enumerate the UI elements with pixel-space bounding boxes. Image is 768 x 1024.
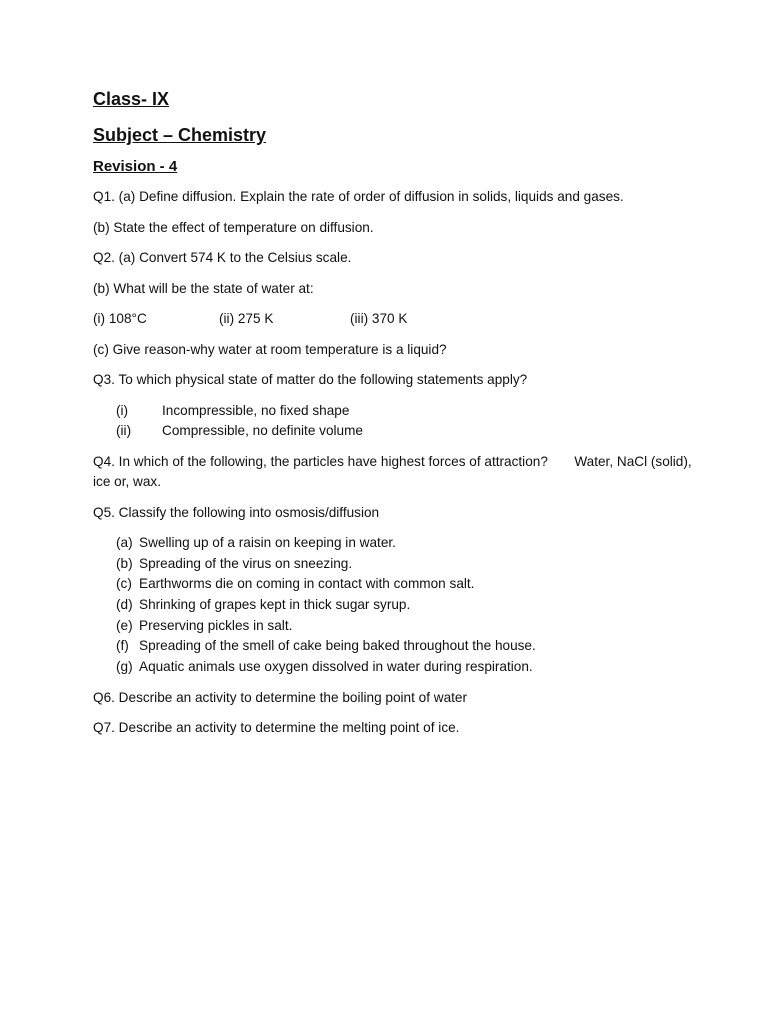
question-5-list (93, 533, 693, 677)
question-2a: Q2. (a) Convert 574 K to the Celsius scale. (93, 250, 352, 265)
question-4: Q4. In which of the following, the particles have highest forces of attraction? Water, NaCl (solid), ice or, wax. (93, 454, 692, 490)
list-item (93, 554, 693, 575)
list-item (93, 616, 693, 637)
list-text: Spreading of the virus on sneezing. (139, 555, 353, 571)
revision-heading: Revision - 4 (93, 158, 178, 175)
list-marker: (i) (116, 402, 129, 418)
list-item (93, 574, 693, 595)
list-item (93, 636, 693, 657)
list-marker: (b) (116, 555, 133, 571)
question-2c: (c) Give reason-why water at room temperature is a liquid? (93, 341, 447, 357)
list-text: Shrinking of grapes kept in thick sugar syrup. (139, 596, 411, 612)
question-1b: (b) State the effect of temperature on diffusion. (93, 219, 374, 235)
list-marker: (c) (116, 576, 132, 592)
list-item (93, 533, 693, 554)
list-text: Spreading of the smell of cake being baked throughout the house. (139, 638, 536, 654)
list-text: Aquatic animals use oxygen dissolved in water during respiration. (139, 658, 533, 674)
list-text: Incompressible, no fixed shape (162, 402, 350, 418)
list-item (93, 421, 693, 442)
list-item (93, 401, 693, 422)
list-item (93, 657, 693, 678)
question-2b: (b) What will be the state of water at: (93, 280, 314, 296)
list-marker: (f) (116, 638, 129, 654)
list-marker: (ii) (116, 423, 132, 439)
question-2b-options (93, 309, 693, 329)
question-3-list (93, 401, 693, 442)
question-7: Q7. Describe an activity to determine the melting point of ice. (93, 720, 460, 736)
list-text: Swelling up of a raisin on keeping in water. (139, 535, 396, 551)
list-item (93, 595, 693, 616)
worksheet-page (93, 86, 693, 749)
question-3: Q3. To which physical state of matter do the following statements apply? (93, 372, 528, 387)
question-5: Q5. Classify the following into osmosis/diffusion (93, 504, 380, 520)
list-marker: (d) (116, 596, 133, 612)
list-marker: (g) (116, 658, 133, 674)
list-text: Earthworms die on coming in contact with common salt. (139, 576, 475, 592)
list-marker: (e) (116, 617, 133, 633)
list-text: Compressible, no definite volume (162, 423, 363, 439)
class-heading: Class- IX (93, 89, 170, 109)
list-marker: (a) (116, 535, 133, 551)
question-1a: Q1. (a) Define diffusion. Explain the rate of order of diffusion in solids, liquids and gases. (93, 189, 624, 204)
question-6: Q6. Describe an activity to determine the boiling point of water (93, 689, 468, 705)
subject-heading: Subject – Chemistry (93, 125, 267, 145)
option-iii: (iii) 370 K (350, 311, 408, 326)
list-text: Preserving pickles in salt. (139, 617, 293, 633)
option-ii: (ii) 275 K (219, 311, 274, 326)
option-i: (i) 108°C (93, 311, 147, 326)
